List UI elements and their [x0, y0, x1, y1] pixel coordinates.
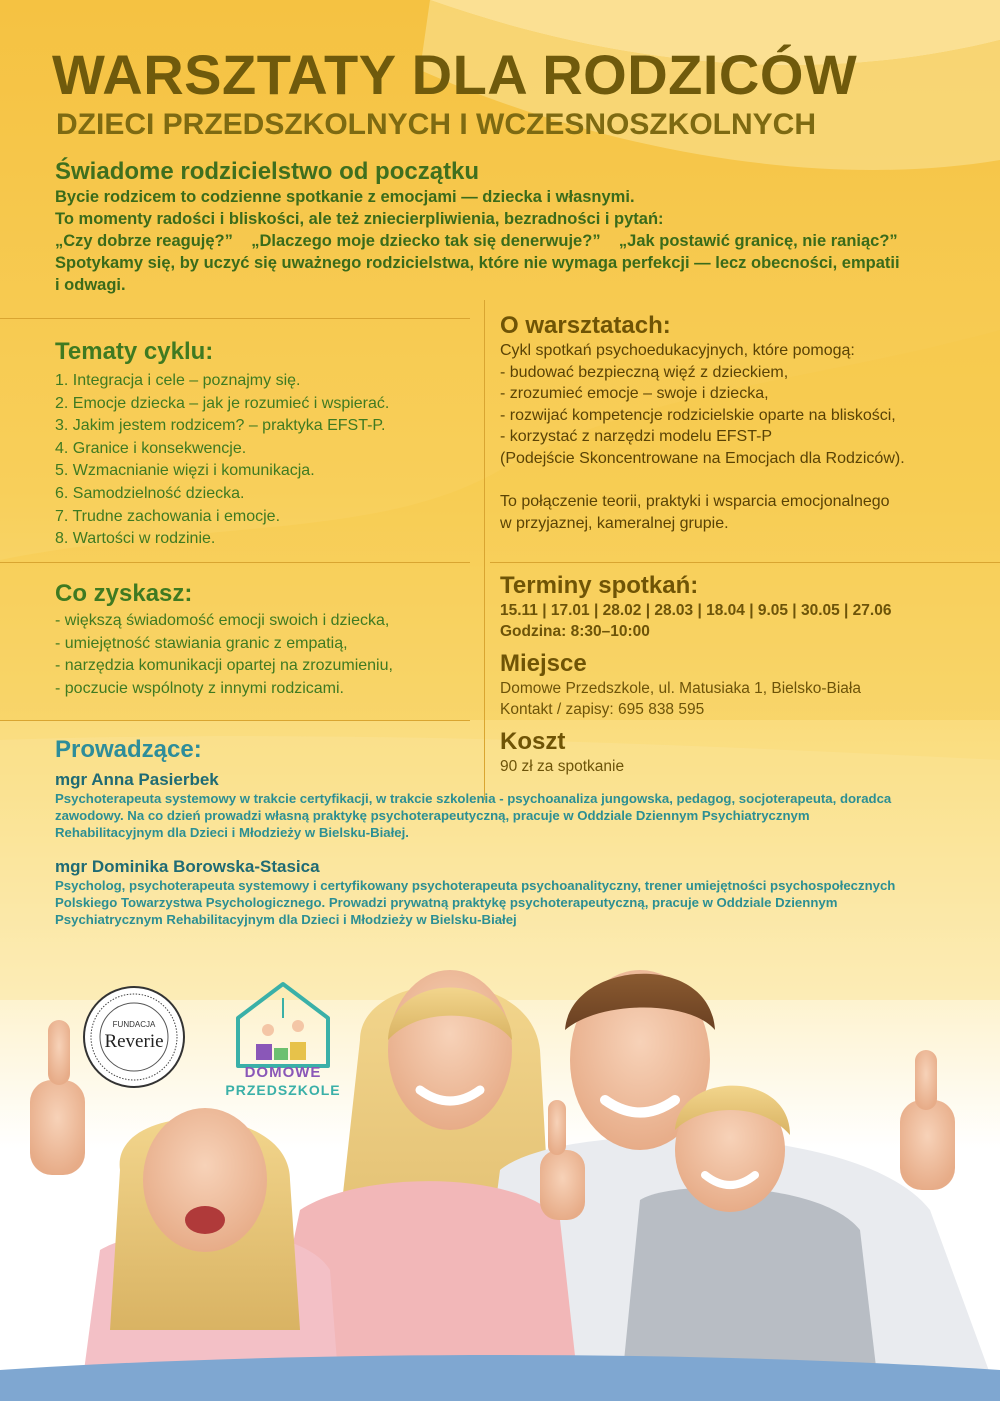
cost-value: 90 zł za spotkanie	[500, 758, 625, 775]
gain-item: - poczucie wspólnoty z innymi rodzicami.	[55, 679, 344, 697]
host-name: mgr Anna Pasierbek	[55, 770, 219, 789]
topic-item: 8. Wartości w rodzinie.	[55, 530, 216, 548]
place-heading: Miejsce	[500, 650, 587, 677]
house-icon	[218, 978, 348, 1068]
about-line: (Podejście Skoncentrowane na Emocjach dla Rodziców).	[500, 449, 905, 467]
contact-phone: Kontakt / zapisy: 695 838 595	[500, 701, 705, 718]
reverie-main-text: Reverie	[104, 1031, 164, 1052]
hosts-heading: Prowadzące:	[55, 736, 202, 763]
host-description	[55, 790, 955, 841]
gain-item: - narzędzia komunikacji opartej na zrozumieniu,	[55, 657, 393, 675]
topics-section	[55, 338, 475, 551]
topic-item: 1. Integracja i cele – poznajmy się.	[55, 372, 301, 389]
reverie-logo-icon	[82, 985, 186, 1089]
host-desc-line: Psychiatrycznym Rehabilitacyjnym dla Dzieci i Młodzieży w Bielsku-Białej	[55, 912, 517, 927]
about-section	[500, 312, 970, 534]
reverie-logo	[82, 985, 186, 1089]
cost-heading: Koszt	[500, 728, 566, 755]
host-desc-line: Rehabilitacyjnym dla Dzieci i Młodzieży w Bielsku-Białej.	[55, 825, 409, 840]
gains-section	[55, 580, 485, 700]
gain-item: - umiejętność stawiania granic z empatią,	[55, 634, 348, 652]
intro-heading: Świadome rodzicielstwo od początku	[55, 158, 480, 185]
intro-section	[55, 158, 955, 296]
reverie-small-text: FUNDACJA	[112, 1020, 156, 1029]
gain-item: - większą świadomość emocji swoich i dziecka,	[55, 612, 390, 629]
host-desc-line: Psychoterapeuta systemowy w trakcie certyfikacji, w trakcie szkolenia - psychoanaliza jungowska, pedagog, socjoterapeuta, doradca	[55, 791, 892, 806]
about-line: Cykl spotkań psychoedukacyjnych, które pomogą:	[500, 342, 855, 359]
about-line: - rozwijać kompetencje rodzicielskie oparte na bliskości,	[500, 406, 896, 424]
about-line: To połączenie teorii, praktyki i wsparcia emocjonalnego	[500, 493, 890, 511]
gains-heading: Co zyskasz:	[55, 580, 193, 607]
intro-line: To momenty radości i bliskości, ale też zniecierpliwienia, bezradności i pytań:	[55, 210, 664, 228]
host-desc-line: zawodowy. Na co dzień prowadzi własną praktykę psychoterapeutyczną, pracuje w Oddziale Dziennym Psychiatrycznym	[55, 808, 810, 823]
about-line: - korzystać z narzędzi modelu EFST-P	[500, 428, 773, 446]
host-name: mgr Dominika Borowska-Stasica	[55, 857, 320, 876]
about-heading: O warsztatach:	[500, 312, 671, 339]
topic-item: 4. Granice i konsekwencje.	[55, 439, 247, 457]
divider-5	[484, 300, 485, 800]
hours-label: Godzina:	[500, 623, 567, 640]
page-subtitle: DZIECI PRZEDSZKOLNYCH I WCZESNOSZKOLNYCH	[56, 108, 817, 141]
topic-item: 2. Emocje dziecka – jak je rozumieć i wspierać.	[55, 394, 390, 412]
meeting-hours	[500, 621, 970, 642]
domowe-przedszkole-logo	[218, 978, 348, 1108]
divider-3	[490, 562, 1000, 563]
divider-1	[0, 318, 470, 319]
topics-heading: Tematy cyklu:	[55, 338, 214, 365]
topic-item: 6. Samodzielność dziecka.	[55, 484, 245, 502]
terms-heading: Terminy spotkań:	[500, 572, 699, 599]
topic-item: 5. Wzmacnianie więzi i komunikacja.	[55, 462, 315, 480]
intro-line: Spotykamy się, by uczyć się uważnego rodzicielstwa, które nie wymaga perfekcji — lecz obecności, empatii	[55, 254, 900, 272]
intro-line: „Czy dobrze reaguję?” „Dlaczego moje dziecko tak się denerwuje?” „Jak postawić granicę, nie raniąc?”	[55, 232, 898, 250]
divider-4	[0, 720, 470, 721]
meeting-dates: 15.11 | 17.01 | 28.02 | 28.03 | 18.04 | 9.05 | 30.05 | 27.06	[500, 602, 892, 619]
dp-line1: DOMOWE	[244, 1064, 322, 1081]
topic-item: 3. Jakim jestem rodzicem? – praktyka EFST-P.	[55, 417, 386, 435]
about-line: w przyjaznej, kameralnej grupie.	[500, 514, 729, 532]
about-line: - zrozumieć emocje – swoje i dziecka,	[500, 385, 769, 403]
divider-2	[0, 562, 470, 563]
hosts-section	[55, 736, 955, 944]
host-description	[55, 877, 955, 928]
dp-line2: PRZEDSZKOLE	[225, 1082, 341, 1098]
hours-value: 8:30–10:00	[570, 623, 650, 640]
topic-item: 7. Trudne zachowania i emocje.	[55, 507, 281, 525]
host-desc-line: Polskiego Towarzystwa Psychologicznego. Prowadzi prywatną praktykę psychoterapeutyczną, pracuje w Oddziale Dziennym	[55, 895, 838, 910]
intro-line: i odwagi.	[55, 276, 126, 294]
about-line	[500, 470, 970, 492]
host-desc-line: Psycholog, psychoterapeuta systemowy i certyfikowany psychoterapeuta psychoanalityczny, trener umiejętności psychospołecznych	[55, 878, 896, 893]
about-line: - budować bezpieczną więź z dzieckiem,	[500, 363, 789, 381]
page-title: WARSZTATY DLA RODZICÓW	[52, 43, 858, 106]
intro-line: Bycie rodzicem to codzienne spotkanie z emocjami — dziecka i własnymi.	[55, 188, 635, 206]
place-address: Domowe Przedszkole, ul. Matusiaka 1, Bielsko-Biała	[500, 680, 861, 697]
